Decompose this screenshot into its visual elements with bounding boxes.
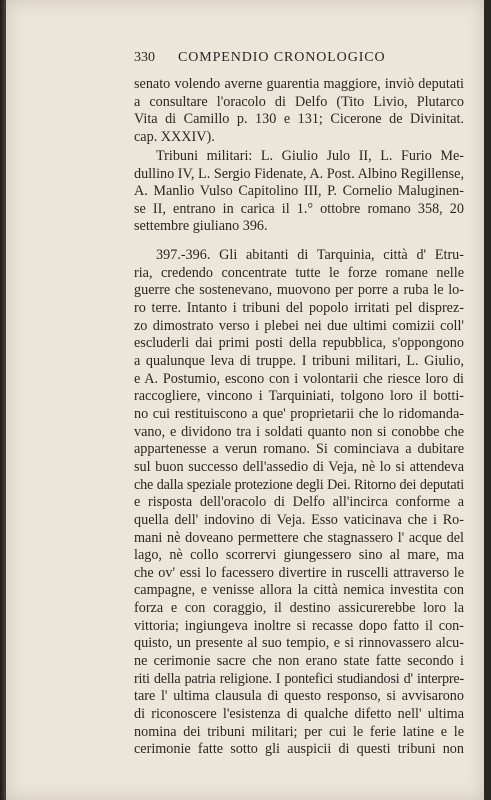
paragraph-397-396 <box>134 247 464 759</box>
text-line: riti della patria religione. I pontefici studiandosi d' interpre- <box>134 670 464 687</box>
text-line: sul buon successo dell'assedio di Veja, nè lo si attendeva <box>134 458 464 475</box>
text-line: Vita di Camillo p. 130 e 131; Cicerone de Divinitat. <box>134 111 464 128</box>
text-line: guerre che sostenevano, muovono per porre a ruba le lo- <box>134 282 464 299</box>
text-line: nomina dei tribuni militari; per cui le ferie latine e le <box>134 723 464 740</box>
paragraph-continuation <box>134 76 464 146</box>
text-line: tare l' ultima clausula di questo responso, si avvisarono <box>134 688 464 705</box>
paragraph-tribuni <box>134 148 464 236</box>
text-line: a qualunque leva di truppe. I tribuni militari, L. Giulio, <box>134 352 464 369</box>
text-line: 397.-396. Gli abitanti di Tarquinia, città d' Etru- <box>156 247 464 263</box>
text-line: A. Manlio Vulso Capitolino III, P. Cornelio Maluginen- <box>134 183 464 200</box>
text-line: quisto, un presente al suo tempio, e si rinnovassero alcu- <box>134 635 464 652</box>
text-line: senato volendo averne guarentia maggiore, inviò deputati <box>134 76 464 92</box>
text-line: dullino IV, L. Sergio Fidenate, A. Post. Albino Regillense, <box>134 165 464 182</box>
text-line: vano, e dividono tra i soldati quanto non si conobbe che <box>134 423 464 440</box>
text-line: campagne, e venisse allora la città nemica investita con <box>134 582 464 599</box>
page-number: 330 <box>134 50 155 65</box>
text-line: mani nè doveano permettere che stagnassero l' acque del <box>134 529 464 546</box>
text-line: quella dell' indovino di Veja. Esso vaticinava che i Ro- <box>134 511 464 528</box>
text-line: vittoria; ingiungeva inoltre si recasse dopo fatto il con- <box>134 617 464 634</box>
text-line: escluderli dai primi posti della repubblica, s'oppongono <box>134 335 464 352</box>
text-line: ro terre. Intanto i tribuni del popolo irritati pel disprez- <box>134 299 464 316</box>
text-line: di riconoscere l'esistenza di qualche difetto nell' ultima <box>134 706 464 723</box>
text-line: raccogliere, vincono i Tarquiniati, tolgono loro il botti- <box>134 388 464 405</box>
text-line: a consultare l'oracolo di Delfo (Tito Livio, Plutarco <box>134 93 464 110</box>
text-line: forza e con coraggio, il destino assicurerebbe loro la <box>134 600 464 617</box>
text-line: cerimonie fatte sotto gli auspicii di questi tribuni non <box>134 741 464 758</box>
text-line: e risposta dell'oracolo di Delfo all'incirca conforme a <box>134 494 464 511</box>
text-line: zo dimostrato verso i plebei nei due ultimi comizii coll' <box>134 317 464 334</box>
text-line: se II, entrano in carica il 1.° ottobre romano 358, 20 <box>134 200 464 217</box>
text-line: cap. XXXIV). <box>134 128 215 145</box>
text-line: no cui restituiscono a que' proprietarii che lo ridomanda- <box>134 405 464 422</box>
text-line: settembre giuliano 396. <box>134 218 268 235</box>
text-line: e A. Postumio, escono con i volontarii che riesce loro di <box>134 370 464 387</box>
text-line: che ov' essi lo facessero divertire in ruscelli attraverso le <box>134 564 464 581</box>
text-line: lago, nè collo scorrervi giungessero sino al mare, ma <box>134 547 464 564</box>
running-header <box>134 50 464 68</box>
text-line: ne cerimonie sacre che non erano state fatte secondo i <box>134 653 464 670</box>
text-line: che dalla speziale protezione degli Dei. Ritorno dei deputati <box>134 476 464 493</box>
text-line: Tribuni militari: L. Giulio Julo II, L. Furio Me- <box>156 148 464 164</box>
running-title: COMPENDIO CRONOLOGICO <box>178 50 386 65</box>
text-line: appartenesse a verun romano. Si cominciava a dubitare <box>134 441 464 458</box>
text-line: ria, credendo concentrate tutte le forze romane nelle <box>134 264 464 281</box>
